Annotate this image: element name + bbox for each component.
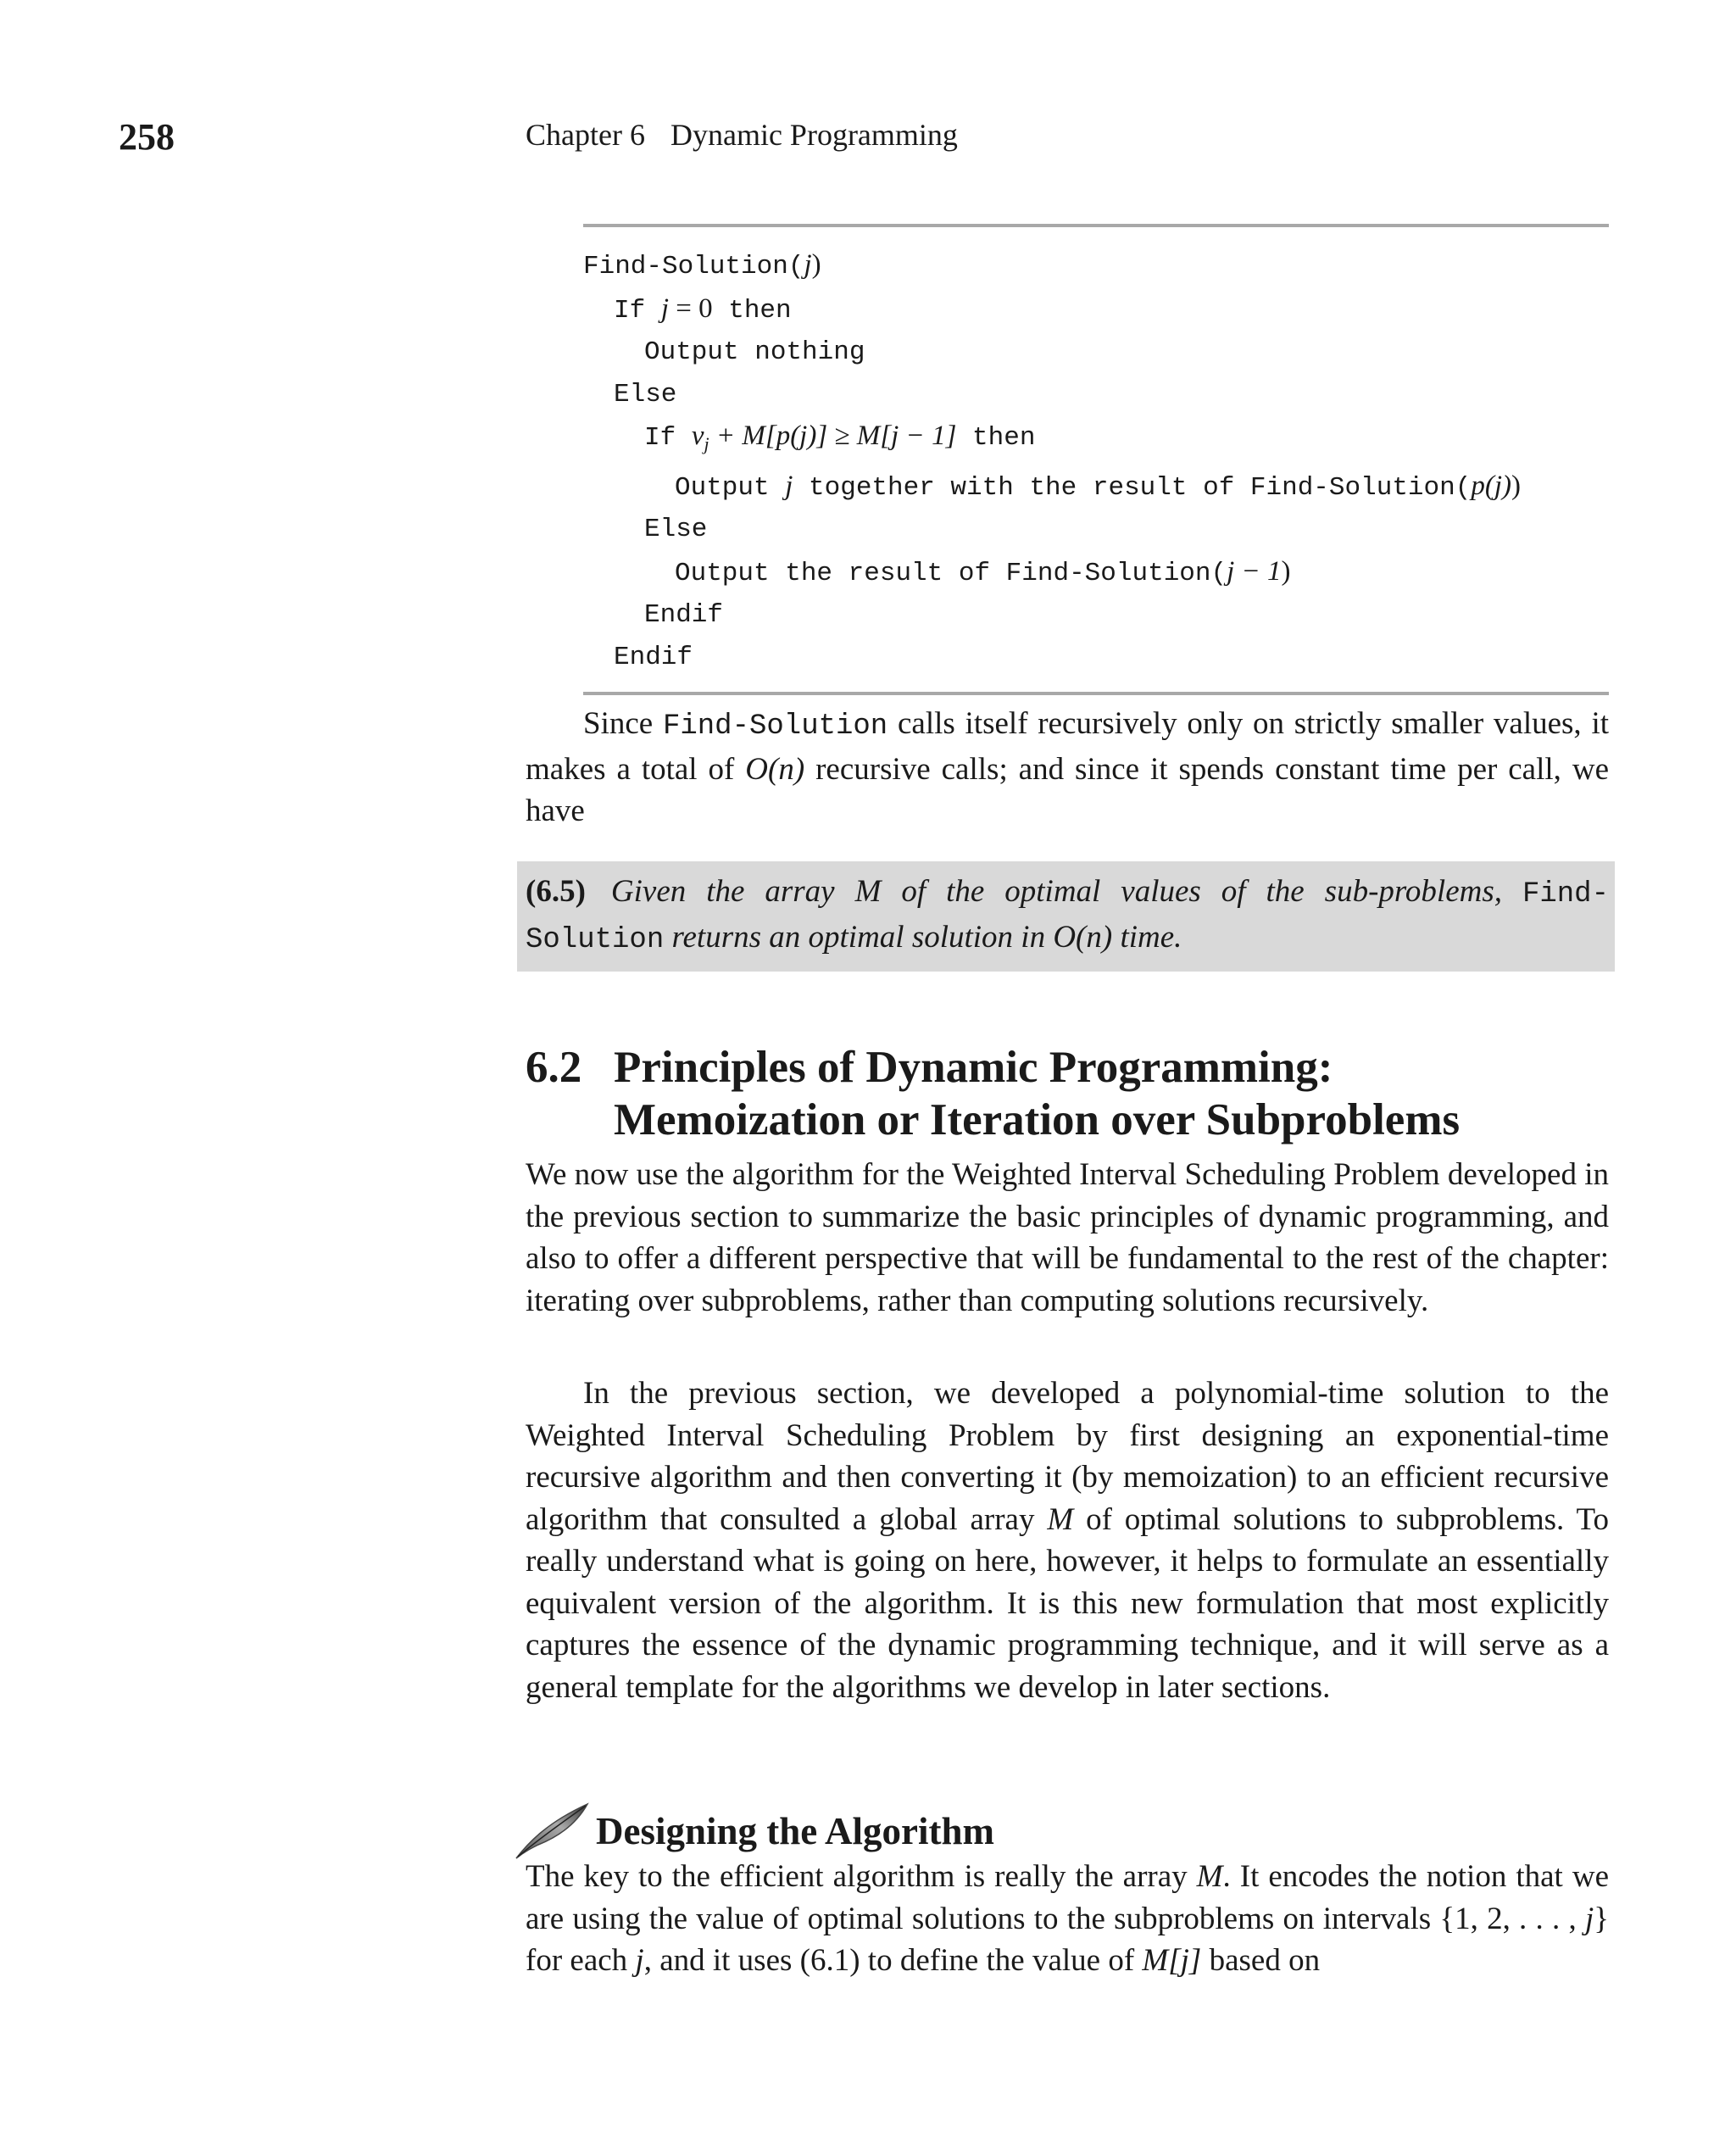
code-line: If j = 0 then — [614, 292, 792, 326]
page-number: 258 — [119, 116, 175, 158]
claim-6-5: (6.5) Given the array M of the optimal values of the sub-problems, Find-Solution returns an optimal solution in O(n) time. — [526, 874, 1609, 956]
quill-pen-icon — [513, 1801, 591, 1862]
algorithm-box — [583, 224, 1609, 695]
code-line: Output nothing — [644, 337, 865, 367]
code-line: Endif — [644, 600, 724, 631]
paragraph-2: We now use the algorithm for the Weighted Interval Scheduling Problem developed in the previous section to summarize the basic principles of dynamic programming, and also to offer a different perspective that will be fundamental to the rest of the chapter: iterating over subproblems, rather than computing solutions recursively. — [526, 1157, 1609, 1318]
code-line: Else — [644, 515, 708, 545]
code-line: Output j together with the result of Find-Solution(p(j)) — [675, 470, 1521, 503]
paragraph-1: Since Find-Solution calls itself recursively only on strictly smaller values, it makes a total of O(n) recursive calls; and since it spends constant time per call, we have — [526, 706, 1609, 828]
paragraph-4: The key to the efficient algorithm is really the array M. It encodes the notion that we are using the value of optimal solutions to the subproblems on intervals {1, 2, . . . , j} for each j, and it uses (6.1) to define the value of M[j] based on — [526, 1859, 1609, 1978]
section-title-line2: Memoization or Iteration over Subproblems — [614, 1095, 1461, 1144]
running-head — [526, 117, 958, 153]
code-line: Else — [614, 379, 677, 409]
code-line: If $v_j + M[p(j)] \ge M[j - 1]$ then — [644, 420, 1036, 455]
subsection-title: Designing the Algorithm — [596, 1810, 995, 1852]
chapter-label: Chapter 6 — [526, 118, 645, 152]
claim-number: (6.5) — [526, 874, 586, 909]
subsection-heading — [513, 1801, 994, 1862]
section-heading — [526, 1041, 1628, 1146]
section-number: 6.2 — [526, 1043, 582, 1092]
section-title-line1: Principles of Dynamic Programming: — [614, 1043, 1333, 1092]
code-line: Find-Solution(j) — [583, 249, 821, 281]
code-line: Endif — [614, 642, 693, 672]
paragraph-3: In the previous section, we developed a polynomial-time solution to the Weighted Interval Scheduling Problem by first designing an exponential-time recursive algorithm and then converting it (by memoization) to an efficient recursive algorithm that consulted a global array M of optimal solutions to subproblems. To really understand what is going on here, however, it helps to formulate an essentially equivalent version of the algorithm. It is this new formulation that most explicitly captures the essence of the dynamic programming technique, and it will serve as a general template for the algorithms we develop in later sections. — [526, 1376, 1610, 1705]
chapter-title: Dynamic Programming — [670, 118, 958, 152]
code-line: Output the result of Find-Solution(j − 1) — [675, 555, 1291, 588]
